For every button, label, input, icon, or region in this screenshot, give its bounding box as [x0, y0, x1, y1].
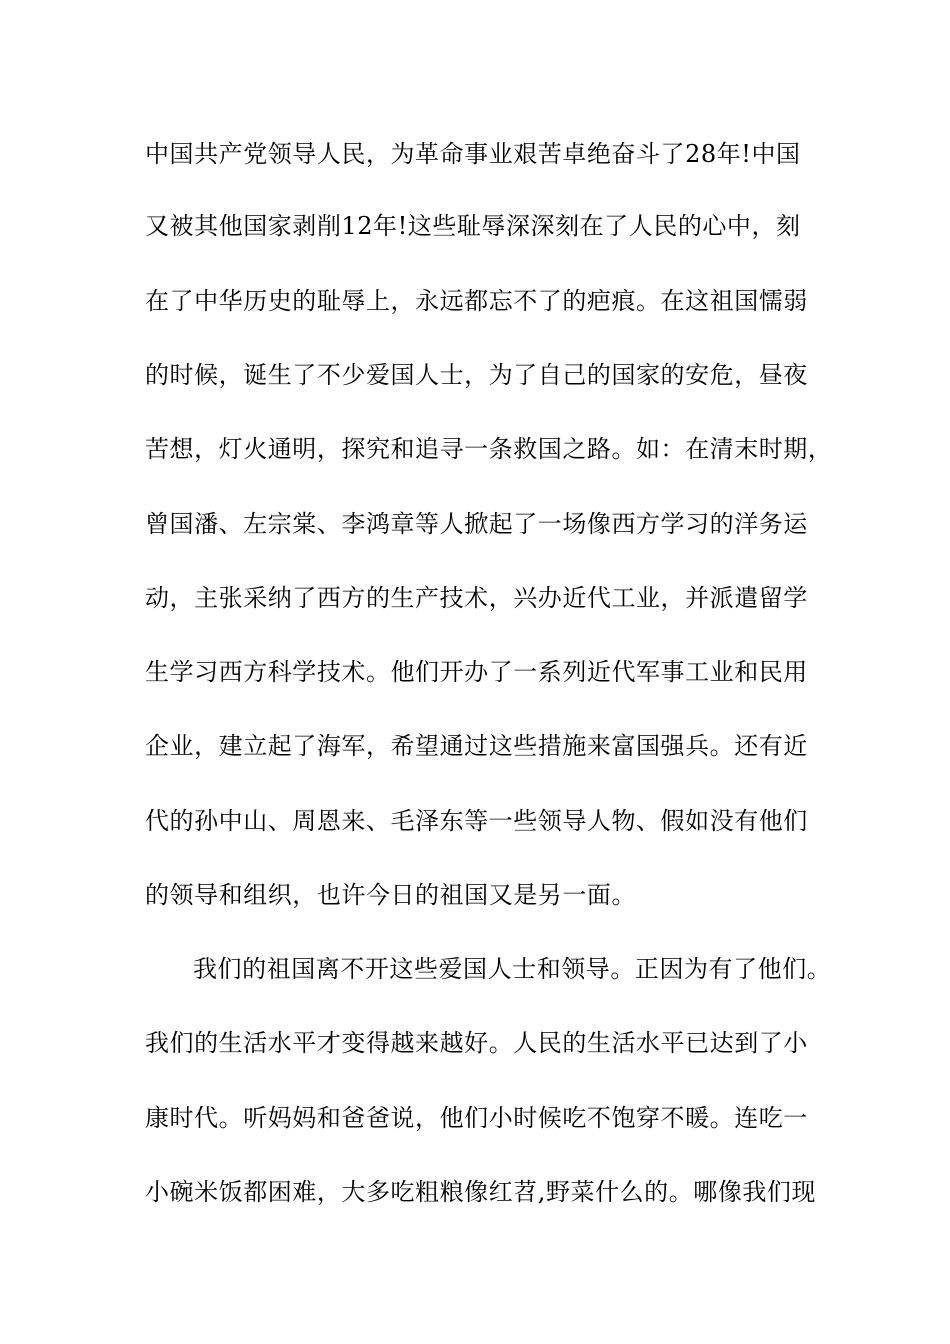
- text-line: 小碗米饭都困难，大多吃粗粮像红苕,野菜什么的。哪像我们现: [145, 1178, 817, 1206]
- text-line: 康时代。听妈妈和爸爸说，他们小时候吃不饱穿不暖。连吃一: [145, 1104, 808, 1132]
- text-line: 曾国潘、左宗棠、李鸿章等人掀起了一场像西方学习的洋务运: [145, 510, 808, 538]
- text-line: 又被其他国家剥削12年!这些耻辱深深刻在了人民的心中，刻: [145, 212, 801, 240]
- text-line: 中国共产党领导人民，为革命事业艰苦卓绝奋斗了28年!中国: [145, 140, 801, 168]
- text-line: 的领导和组织，也许今日的祖国又是另一面。: [145, 881, 636, 909]
- paragraph-first-line: 我们的祖国离不开这些爱国人士和领导。正因为有了他们。: [193, 955, 832, 983]
- text-line: 动，主张采纳了西方的生产技术，兴办近代工业，并派遣留学: [145, 584, 808, 612]
- text-line: 在了中华历史的耻辱上，永远都忘不了的疤痕。在这祖国懦弱: [145, 287, 808, 315]
- text-line: 企业，建立起了海军，希望通过这些措施来富国强兵。还有近: [145, 732, 808, 760]
- text-line: 生学习西方科学技术。他们开办了一系列近代军事工业和民用: [145, 658, 808, 686]
- text-line: 代的孙中山、周恩来、毛泽东等一些领导人物、假如没有他们: [145, 807, 808, 835]
- text-line: 苦想，灯火通明，探究和追寻一条救国之路。如：在清末时期，: [145, 435, 833, 463]
- text-line: 我们的生活水平才变得越来越好。人民的生活水平已达到了小: [145, 1029, 808, 1057]
- text-line: 的时候，诞生了不少爱国人士，为了自己的国家的安危，昼夜: [145, 361, 808, 389]
